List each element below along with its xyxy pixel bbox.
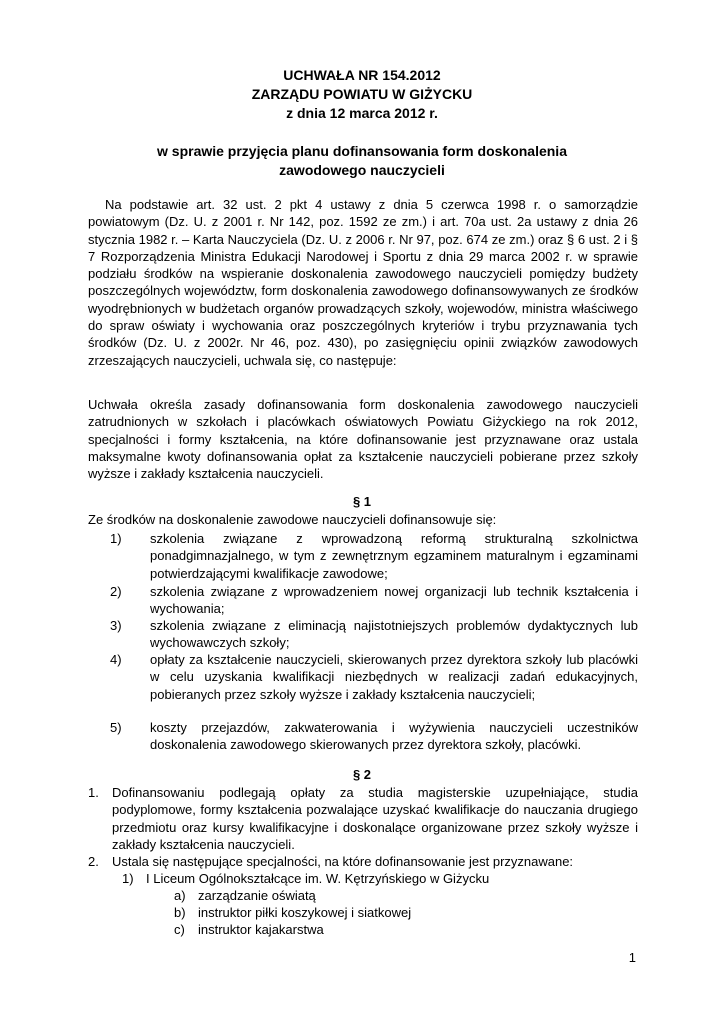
item-text: instruktor kajakarstwa	[198, 922, 324, 937]
item-text: Dofinansowaniu podlegają opłaty za studia magisterskie uzupełniające, studia podyplomowe, formy kształcenia pozwalające uzyskać kwalifikacje do nauczania drugiego przedmiotu oraz kursy kwalifikacyjne i doskonalące organizowane przez szkoły wyższe i zakłady kształcenia nauczycieli.	[112, 785, 638, 852]
item-number: 4)	[110, 652, 122, 667]
item-text: szkolenia związane z wprowadzeniem nowej organizacji lub technik kształcenia i wychowania;	[150, 584, 638, 617]
item-letter: b)	[174, 905, 186, 920]
resolution-date: z dnia 12 marca 2012 r.	[286, 105, 438, 121]
item-number: 1)	[122, 871, 134, 886]
page-number: 1	[628, 950, 636, 965]
item-text: opłaty za kształcenie nauczycieli, skierowanych przez dyrektora szkoły lub placówki w celu uzyskania kwalifikacji niezbędnych w realizacji zadań edukacyjnych, pobieranych przez szkoły wyższe i zakłady kształcenia nauczycieli;	[150, 652, 638, 702]
item-number: 2)	[110, 584, 122, 599]
item-text: szkolenia związane z wprowadzoną reformą strukturalną szkolnictwa ponadgimnazjalnego, w tym z zewnętrznym egzaminem maturalnym i egzaminami potwierdzającymi kwalifikacje zawodowe;	[150, 531, 638, 581]
item-letter: a)	[174, 888, 186, 903]
section-2-heading: § 2	[352, 767, 372, 782]
item-text: koszty przejazdów, zakwaterowania i wyżywienia nauczycieli uczestników doskonalenia zawodowego skierowanych przez dyrektora szkoły, placówki.	[150, 720, 638, 753]
intro-paragraph: Uchwała określa zasady dofinansowania form doskonalenia zawodowego nauczycieli zatrudnionych w szkołach i placówkach oświatowych Powiatu Giżyckiego na rok 2012, specjalności i formy kształcenia, na które dofinansowanie jest przyznawane oraz ustala maksymalne kwoty dofinansowania opłat za kształcenie nauczycieli pobierane przez szkoły wyższe i zakłady kształcenia nauczycieli.	[88, 397, 638, 482]
issuing-body: ZARZĄDU POWIATU W GIŻYCKU	[251, 86, 473, 102]
section-1-heading: § 1	[352, 494, 372, 509]
item-letter: c)	[174, 922, 185, 937]
item-number: 1.	[88, 785, 99, 800]
item-text: instruktor piłki koszykowej i siatkowej	[198, 905, 412, 920]
item-number: 3)	[110, 618, 122, 633]
item-text: Ustala się następujące specjalności, na które dofinansowanie jest przyznawane:	[112, 854, 574, 869]
resolution-number: UCHWAŁA NR 154.2012	[283, 67, 441, 83]
subject-line-2: zawodowego nauczycieli	[279, 162, 445, 178]
section-1-lead: Ze środków na doskonalenie zawodowe nauczycieli dofinansowuje się:	[88, 512, 497, 527]
preamble: Na podstawie art. 32 ust. 2 pkt 4 ustawy z dnia 5 czerwca 1998 r. o samorządzie powiatowym (Dz. U. z 2001 r. Nr 142, poz. 1592 ze zm.) i art. 70a ust. 2a ustawy z dnia 26 stycznia 1982 r. – Karta Nauczyciela (Dz. U. z 2006 r. Nr 97, poz. 674 ze zm.) oraz § 6 ust. 2 i § 7 Rozporządzenia Ministra Edukacji Narodowej i Sportu z dnia 29 marca 2002 r. w sprawie podziału środków na wspieranie doskonalenia zawodowego nauczycieli pomiędzy budżety poszczególnych województw, form doskonalenia zawodowego dofinansowywanych ze środków wyodrębnionych w budżetach organów prowadzących szkoły, wojewodów, ministra właściwego do spraw oświaty i wychowania oraz poszczególnych kryteriów i trybu przyznawania tych środków (Dz. U. z 2002r. Nr 46, poz. 430), po zasięgnięciu opinii związków zawodowych zrzeszających nauczycieli, uchwala się, co następuje:	[88, 197, 638, 368]
item-number: 5)	[110, 720, 122, 735]
item-text: zarządzanie oświatą	[198, 888, 316, 903]
item-text: I Liceum Ogólnokształcące im. W. Kętrzyńskiego w Giżycku	[146, 871, 490, 886]
item-number: 2.	[88, 854, 99, 869]
item-text: szkolenia związane z eliminacją najistotniejszych problemów dydaktycznych lub wychowawczych szkoły;	[150, 618, 638, 651]
item-number: 1)	[110, 531, 122, 546]
subject-line-1: w sprawie przyjęcia planu dofinansowania form doskonalenia	[157, 143, 567, 159]
